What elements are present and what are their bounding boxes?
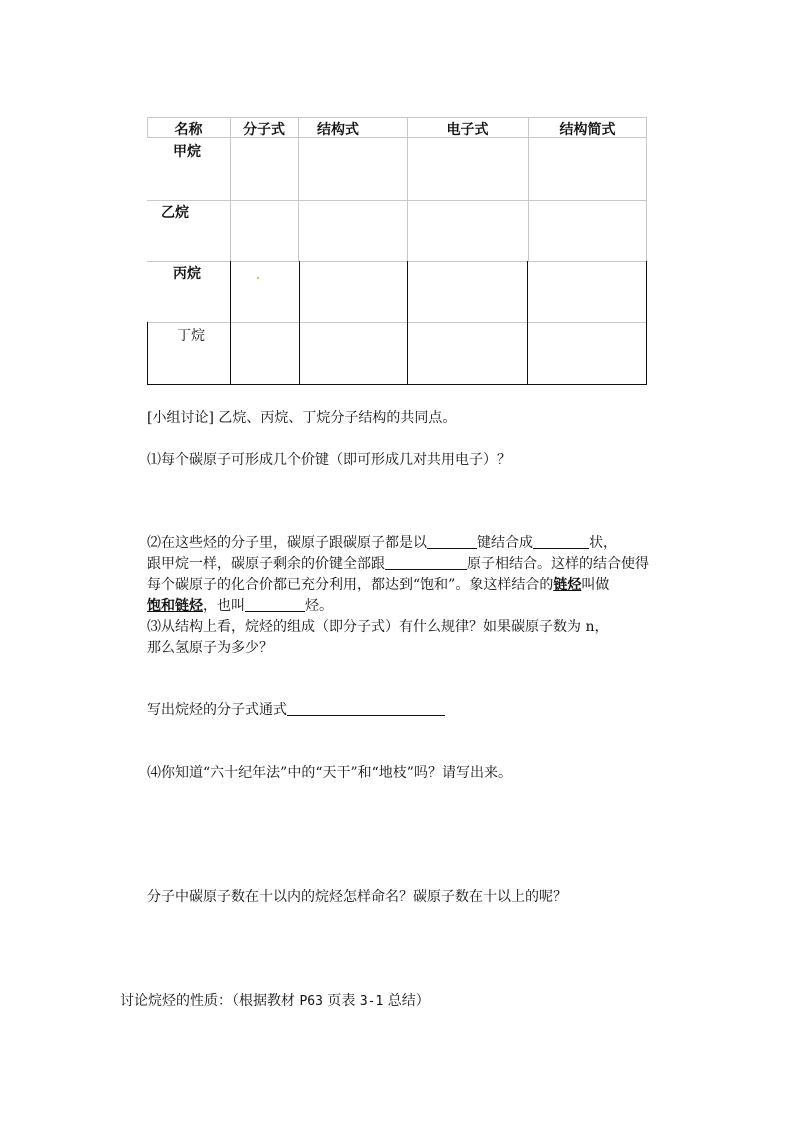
header-structural-formula: 结构式	[317, 122, 359, 138]
header-formula: 分子式	[243, 122, 285, 138]
general-formula-prompt: 写出烷烃的分子式通式	[147, 699, 445, 721]
speck-mark	[257, 277, 259, 279]
question-1: ⑴每个碳原子可形成几个价键（即可形成几对共用电子）？	[147, 452, 511, 468]
naming-question: 分子中碳原子数在十以内的烷烃怎样命名？碳原子数在十以上的呢？	[147, 889, 567, 905]
question-2-line-3: 每个碳原子的化合价都已充分利用，都达到“饱和”。象这样结合的链烃叫做	[147, 577, 610, 593]
answer-blank[interactable]	[245, 597, 305, 612]
row-label-methane: 甲烷	[173, 144, 201, 160]
header-electron-formula: 电子式	[446, 122, 489, 138]
question-3-line-2: 那么氢原子为多少？	[147, 640, 273, 656]
row-label-butane: 丁烷	[177, 328, 205, 344]
row-label-ethane: 乙烷	[161, 205, 189, 221]
group-discussion-title: [小组讨论] 乙烷、丙烷、丁烷分子结构的共同点。	[147, 410, 457, 426]
row-label-propane: 丙烷	[173, 266, 201, 282]
answer-blank[interactable]	[427, 534, 477, 549]
chain-hydrocarbon-term: 链烃	[553, 577, 582, 593]
header-name: 名称	[174, 122, 203, 138]
general-formula-blank[interactable]	[287, 701, 445, 716]
question-2-line-1: ⑵在这些烃的分子里，碳原子跟碳原子都是以 键结合成 状，	[147, 535, 617, 551]
question-4: ⑷你知道“六十纪年法”中的“天干”和“地枝”吗？请写出来。	[147, 765, 512, 781]
question-2-line-2: 跟甲烷一样，碳原子剩余的价键全部跟 原子相结合。这样的结合使得	[147, 556, 649, 572]
answer-blank[interactable]	[533, 534, 589, 549]
question-3-line-1: ⑶从结构上看，烷烃的组成（即分子式）有什么规律？如果碳原子数为 n，	[147, 619, 609, 635]
alkane-table	[147, 117, 647, 385]
header-condensed-formula: 结构简式	[559, 122, 616, 138]
question-2-line-4: 饱和链烃，也叫 烃。	[147, 598, 333, 614]
properties-discussion: 讨论烷烃的性质：（根据教材 P63 页表 3-1 总结）	[120, 993, 430, 1009]
saturated-chain-hydrocarbon-term: 饱和链烃	[147, 598, 203, 614]
answer-blank[interactable]	[385, 555, 467, 570]
